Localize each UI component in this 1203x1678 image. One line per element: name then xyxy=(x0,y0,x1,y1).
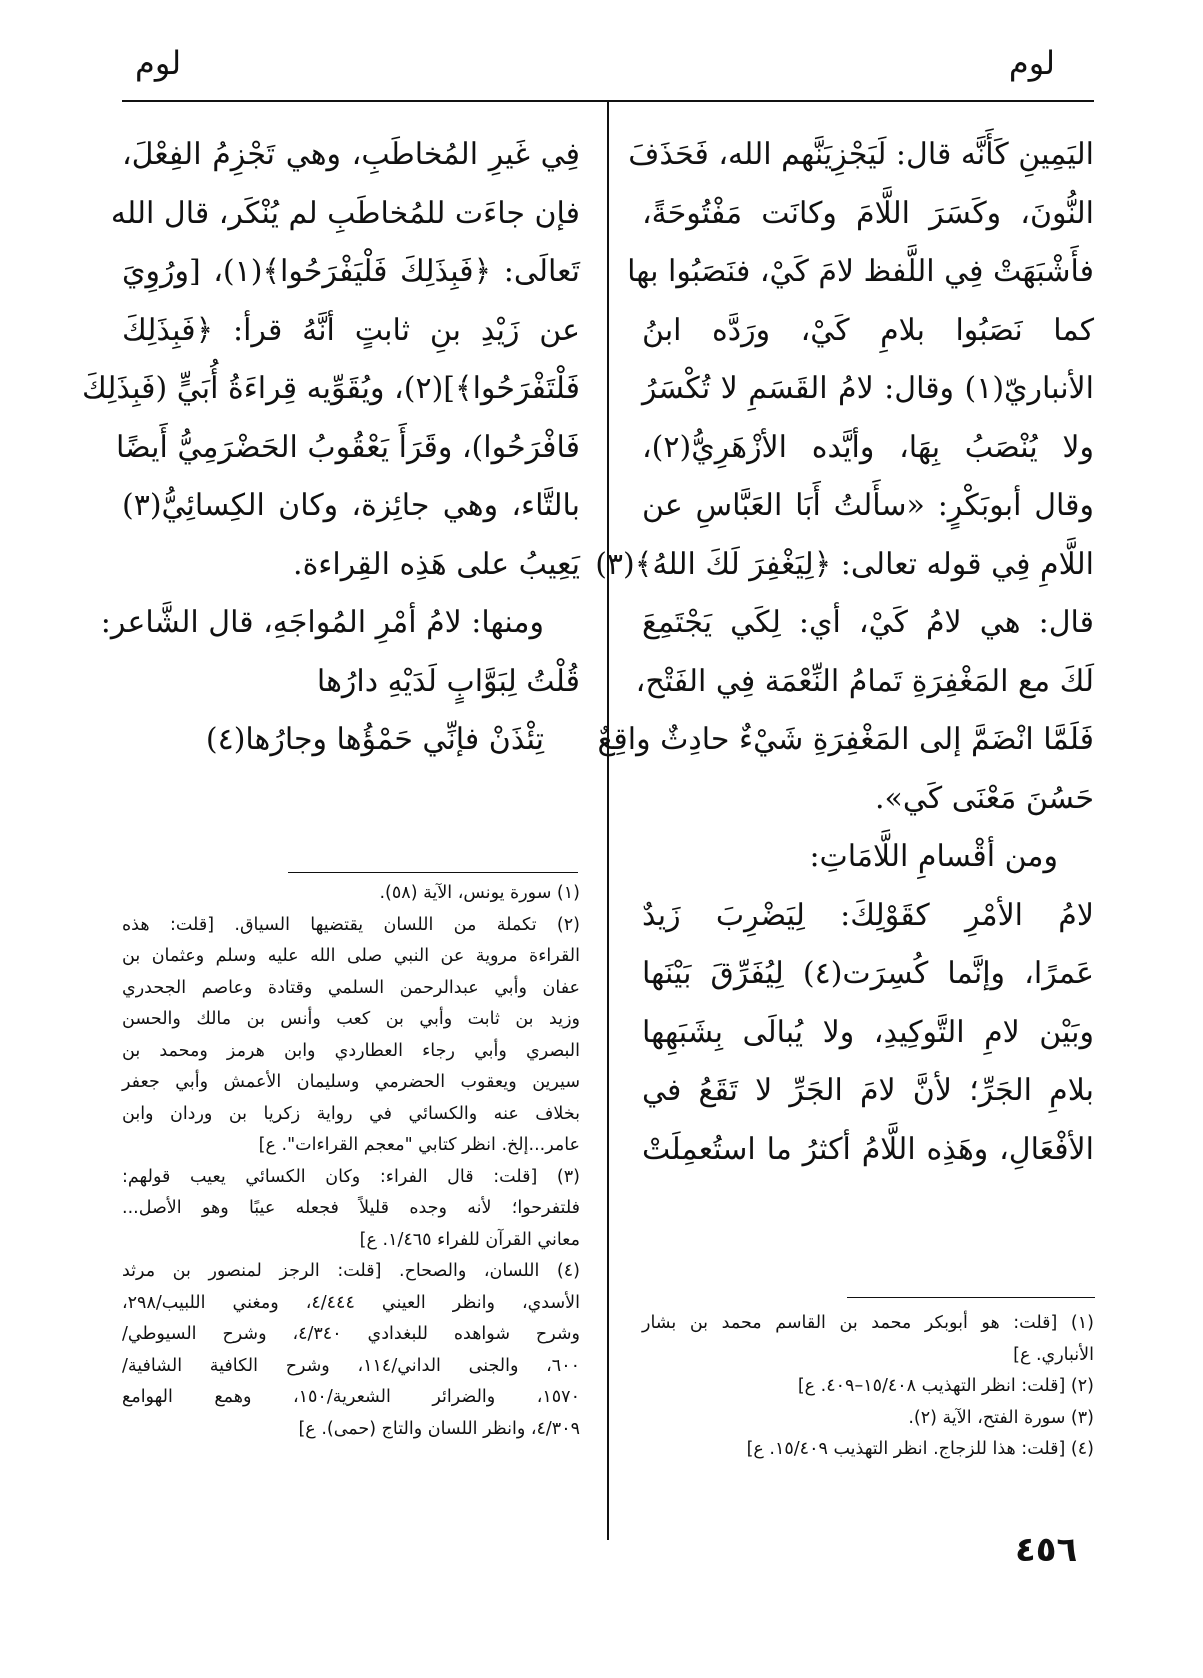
text-line: فَافْرَحُوا)، وقَرَأَ يَعْقُوبُ الحَضْرَمِيُّ أَيضًا xyxy=(115,429,580,465)
footnote-line: (١) سورة يونس، الآية (٥٨). xyxy=(379,883,580,903)
page-number: ٤٥٦ xyxy=(1015,1530,1078,1570)
text-line: لَكَ مع المَغْفِرَةِ تَمامُ النِّعْمَة فِي الفَتْح، xyxy=(635,663,1094,699)
footnotes-left xyxy=(122,878,580,1445)
text-line: النُّونَ، وكَسَرَ اللَّامَ وكانَت مَفْتُوحَةً، xyxy=(642,195,1094,231)
section-line: ومنها: لامُ أمْرِ المُواجَهِ، قال الشَّاعر: xyxy=(100,605,544,640)
verse-line: تِئْذَنْ فإنِّي حَمْؤُها وجارُها(٤) xyxy=(205,722,544,757)
text-line: ولا يُنْصَبُ بِهَا، وأيَّده الأزْهَرِيُّ(٢)، xyxy=(642,429,1094,465)
footnote-line: الأنباري. ع] xyxy=(1013,1344,1094,1365)
text-line: فَلَمَّا انْضَمَّ إلى المَغْفِرَةِ شَيْءٌ حادِثٌ واقِعٌ xyxy=(597,722,1094,757)
footnote-line: وشرح شواهده للبغدادي ٤/٣٤٠، وشرح السيوطي/ xyxy=(122,1324,580,1344)
footnote-line: (٤) اللسان، والصحاح. [قلت: الرجز لمنصور بن مرثد xyxy=(122,1261,580,1281)
text-line: عن زَيْدِ بنِ ثابتٍ أنَّهُ قرأ: ﴿فَبِذَلِكَ xyxy=(122,312,580,348)
text-line: وبَيْن لامِ التَّوكِيدِ، ولا يُبالَى بِشَبَهِها xyxy=(642,1014,1094,1050)
header-right-word: لوم xyxy=(1008,44,1055,82)
footnote-line: (٣) سورة الفتح، الآية (٢). xyxy=(908,1407,1094,1428)
footnote-line: عفان وأبي عبدالرحمن السلمي وقتادة وعاصم الجحدري xyxy=(122,977,580,998)
text-line: فأَشْبَهَتْ فِي اللَّفظ لامَ كَيْ، فنَصَبُوا بها xyxy=(627,254,1094,289)
text-line: بلامِ الجَرِّ؛ لأنَّ لامَ الجَرِّ لا تَقَعُ في xyxy=(642,1073,1094,1108)
footnote-line: البصري وأبي رجاء العطاردي وابن هرمز ومحمد بن xyxy=(122,1040,580,1061)
text-line: لامُ الأمْرِ كقَوْلِكَ: لِيَضْرِبَ زَيدٌ xyxy=(642,897,1094,933)
footnote-line: (١) [قلت: هو أبوبكر محمد بن القاسم محمد بن بشار xyxy=(642,1313,1094,1333)
footnote-line: (٢) [قلت: انظر التهذيب ١٥/٤٠٨–٤٠٩. ع] xyxy=(797,1376,1094,1396)
footnote-line: (٣) [قلت: قال الفراء: وكان الكسائي يعيب قولهم: xyxy=(122,1166,580,1187)
header-left-word: لوم xyxy=(135,44,182,82)
footnote-separator-left xyxy=(288,872,578,873)
text-line: الأنباريّ(١) وقال: لامُ القَسَمِ لا تُكْسَرُ xyxy=(642,371,1094,406)
footnote-line: عامر...إلخ. انظر كتابي "معجم القراءات". ع] xyxy=(258,1135,580,1155)
text-line: حَسُنَ مَعْنَى كَي». xyxy=(875,780,1094,816)
footnote-line: ١٥٧٠، والضرائر الشعرية/١٥٠، وهمع الهوامع xyxy=(122,1387,580,1407)
text-line: فِي غَيرِ المُخاطَبِ، وهي تَجْزِمُ الفِعْلَ، xyxy=(122,137,580,172)
text-line: عَمرًا، وإنَّما كُسِرَت(٤) لِيُفَرِّقَ بَيْنَها xyxy=(642,956,1094,991)
text-line: فَلْتَفْرَحُوا﴾](٢)، ويُقَوِّيه قِراءَةُ أُبَيٍّ (فَبِذَلِكَ xyxy=(81,371,580,406)
footnote-line: وزيد بن ثابت وأبي بن كعب وأنس بن مالك والحسن xyxy=(122,1009,580,1029)
text-line: الأفْعَالِ، وهَذِه اللَّامُ أكثرُ ما استُعمِلَتْ xyxy=(642,1131,1094,1167)
footnote-line: فلتفرحوا؛ لأنه وجده قليلاً فجعله عيبًا وهو الأصل... xyxy=(122,1198,580,1218)
text-line: اللَّامِ فِي قوله تعالى: ﴿لِيَغْفِرَ لَكَ اللهُ﴾(٣) xyxy=(595,546,1094,582)
section-heading: ومن أقْسامِ اللَّامَاتِ: xyxy=(809,839,1058,874)
footnote-line: ٦٠٠، والجنى الداني/١١٤، وشرح الكافية الشافية/ xyxy=(122,1355,580,1376)
right-column xyxy=(595,126,1094,1179)
text-line: وقال أبوبَكْرٍ: «سأَلتُ أَبَا العَبَّاسِ عن xyxy=(642,488,1094,523)
footnote-line: (٢) تكملة من اللسان يقتضيها السياق. [قلت: هذه xyxy=(122,914,580,935)
footnote-line: القراءة مروية عن النبي صلى الله عليه وسلم وعثمان بن xyxy=(122,946,580,966)
footnote-separator-right xyxy=(847,1297,1095,1298)
footnote-line: سيرين ويعقوب الحضرمي وسليمان الأعمش وأبي جعفر xyxy=(122,1072,580,1092)
text-line: اليَمِينِ كَأَنَّه قال: لَيَجْزِيَنَّهم الله، فَحَذَفَ xyxy=(628,137,1094,172)
column-divider xyxy=(607,100,609,1540)
text-line: قال: هي لامُ كَيْ، أي: لِكَي يَجْتَمِعَ xyxy=(642,605,1094,640)
left-column xyxy=(81,126,580,770)
footnote-line: بخلاف عنه والكسائي في رواية زكريا بن وردان وابن xyxy=(122,1103,580,1124)
footnote-line: الأسدي، وانظر العيني ٤/٤٤٤، ومغني اللبيب/٢٩٨، xyxy=(122,1292,580,1313)
text-line: بالتَّاء، وهي جائِزة، وكان الكِسائِيُّ(٣) xyxy=(122,488,580,523)
footnote-line: معاني القرآن للفراء ١/٤٦٥. ع] xyxy=(359,1229,580,1250)
text-line: كما نَصَبُوا بلامِ كَيْ، ورَدَّه ابنُ xyxy=(642,312,1094,348)
text-line: يَعِيبُ على هَذِه القِراءة. xyxy=(293,546,580,582)
footnotes-right xyxy=(642,1308,1094,1466)
footnote-line: (٤) [قلت: هذا للزجاج. انظر التهذيب ١٥/٤٠٩. ع] xyxy=(746,1439,1094,1459)
verse-line: قُلْتُ لِبَوَّابٍ لَدَيْهِ دارُها xyxy=(316,663,580,699)
text-line: تَعالَى: ﴿فَبِذَلِكَ فَلْيَفْرَحُوا﴾(١)، [ورُوِيَ xyxy=(122,254,580,289)
footnote-line: ٤/٣٠٩، وانظر اللسان والتاج (حمى). ع] xyxy=(298,1418,580,1439)
text-line: فإن جاءَت للمُخاطَبِ لم يُنْكَر، قال الله xyxy=(110,195,580,231)
